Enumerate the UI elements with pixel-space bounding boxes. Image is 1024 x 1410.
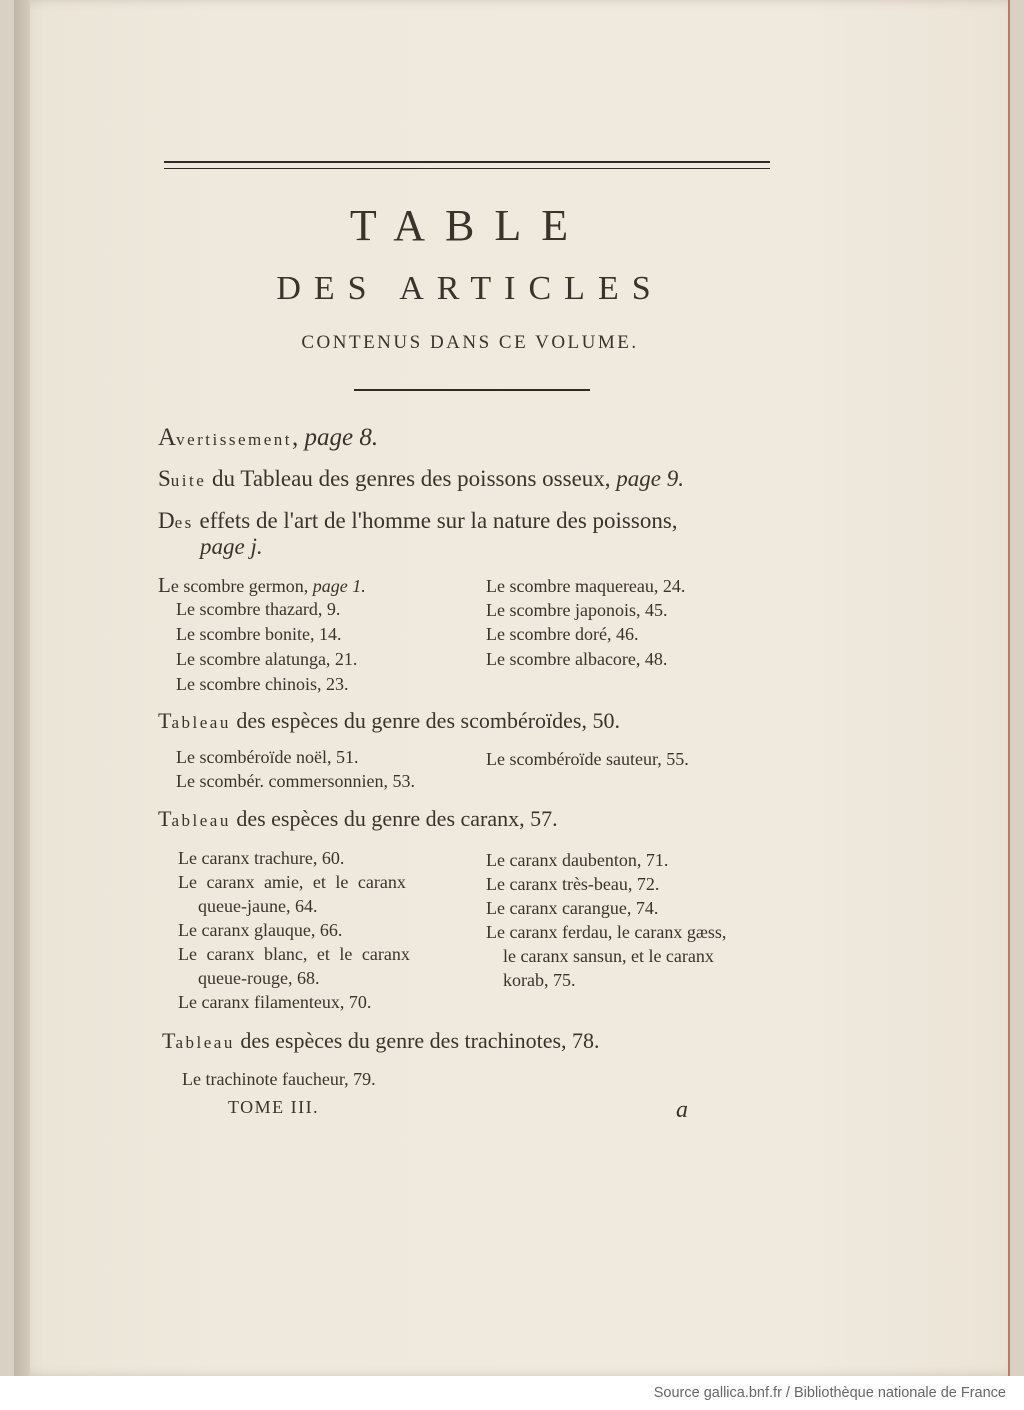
entry-initial: T bbox=[162, 1028, 176, 1053]
entry-text: effets de l'art de l'homme sur la nature des poissons, bbox=[193, 508, 678, 533]
entry-text: des espèces du genre des caranx, 57. bbox=[230, 806, 558, 831]
entry-smallcaps: ableau bbox=[171, 811, 231, 830]
entry-text: e scombre germon, bbox=[170, 576, 313, 596]
scombre-germon bbox=[158, 575, 366, 596]
entry-effets bbox=[158, 509, 678, 532]
signature-mark: a bbox=[676, 1097, 688, 1123]
top-rule-thin bbox=[164, 168, 770, 169]
caranx-queue-jaune: queue-jaune, 64. bbox=[198, 896, 318, 916]
caranx-glauque: Le caranx glauque, 66. bbox=[178, 920, 343, 940]
caranx-blanc: Le caranx blanc, et le caranx bbox=[178, 944, 410, 964]
entry-text: , bbox=[291, 424, 305, 451]
caranx-sansun: le caranx sansun, et le caranx bbox=[503, 946, 714, 966]
entry-page: page 8. bbox=[304, 424, 379, 451]
caranx-filamenteux: Le caranx filamenteux, 70. bbox=[178, 992, 372, 1012]
scombre-alatunga: Le scombre alatunga, 21. bbox=[176, 649, 358, 669]
caranx-korab: korab, 75. bbox=[503, 970, 576, 990]
entry-initial: T bbox=[158, 806, 172, 831]
scombre-dore: Le scombre doré, 46. bbox=[486, 624, 639, 644]
entry-avertissement bbox=[158, 425, 378, 450]
scombre-bonite: Le scombre bonite, 14. bbox=[176, 624, 342, 644]
caranx-queue-rouge: queue-rouge, 68. bbox=[198, 968, 320, 988]
scomberoide-commersonnien: Le scombér. commersonnien, 53. bbox=[176, 771, 415, 791]
entry-smallcaps: es bbox=[174, 513, 194, 532]
tome-label: TOME III. bbox=[228, 1097, 320, 1117]
entry-text: des espèces du genre des trachinotes, 78. bbox=[234, 1028, 600, 1053]
scombre-japonois: Le scombre japonois, 45. bbox=[486, 600, 668, 620]
entry-initial: D bbox=[158, 508, 175, 533]
scombre-thazard: Le scombre thazard, 9. bbox=[176, 599, 341, 619]
heading-caranx bbox=[158, 808, 558, 830]
scombre-albacore: Le scombre albacore, 48. bbox=[486, 649, 668, 669]
heading-trachinotes bbox=[162, 1030, 600, 1052]
caranx-trachure: Le caranx trachure, 60. bbox=[178, 848, 345, 868]
trachinote-faucheur: Le trachinote faucheur, 79. bbox=[182, 1069, 376, 1089]
entry-initial: A bbox=[158, 424, 177, 451]
heading-scomberoides bbox=[158, 710, 620, 732]
title-subtitle: CONTENUS DANS CE VOLUME. bbox=[301, 332, 639, 353]
entry-initial: S bbox=[158, 466, 171, 491]
entry-smallcaps: uite bbox=[170, 471, 207, 490]
caranx-ferdau: Le caranx ferdau, le caranx gæss, bbox=[486, 922, 727, 942]
caranx-amie: Le caranx amie, et le caranx bbox=[178, 872, 406, 892]
entry-smallcaps: ableau bbox=[171, 713, 231, 732]
caranx-tres-beau: Le caranx très-beau, 72. bbox=[486, 874, 660, 894]
title-articles: DES ARTICLES bbox=[276, 270, 664, 307]
caranx-daubenton: Le caranx daubenton, 71. bbox=[486, 850, 669, 870]
entry-smallcaps: vertissement bbox=[176, 430, 292, 449]
entry-suite bbox=[158, 467, 684, 490]
top-rule-thick bbox=[164, 161, 770, 163]
entry-effets-page: page j. bbox=[200, 534, 263, 559]
entry-smallcaps: ableau bbox=[175, 1033, 235, 1052]
entry-page: page 1. bbox=[312, 576, 366, 596]
book-page bbox=[14, 0, 1010, 1376]
scombre-chinois: Le scombre chinois, 23. bbox=[176, 674, 349, 694]
title-table: TABLE bbox=[349, 201, 589, 250]
entry-text: du Tableau des genres des poissons osseux, bbox=[206, 466, 617, 491]
caranx-carangue: Le caranx carangue, 74. bbox=[486, 898, 659, 918]
entry-text: des espèces du genre des scombéroïdes, 50. bbox=[230, 708, 620, 733]
entry-initial: T bbox=[158, 708, 172, 733]
title-rule bbox=[354, 389, 590, 391]
entry-initial: L bbox=[158, 573, 171, 597]
entry-page: page 9. bbox=[616, 466, 685, 491]
scomberoide-noel: Le scombéroïde noël, 51. bbox=[176, 747, 359, 767]
scombre-maquereau: Le scombre maquereau, 24. bbox=[486, 576, 686, 596]
scomberoide-sauteur: Le scombéroïde sauteur, 55. bbox=[486, 749, 689, 769]
source-credit: Source gallica.bnf.fr / Bibliothèque nationale de France bbox=[653, 1385, 1006, 1401]
